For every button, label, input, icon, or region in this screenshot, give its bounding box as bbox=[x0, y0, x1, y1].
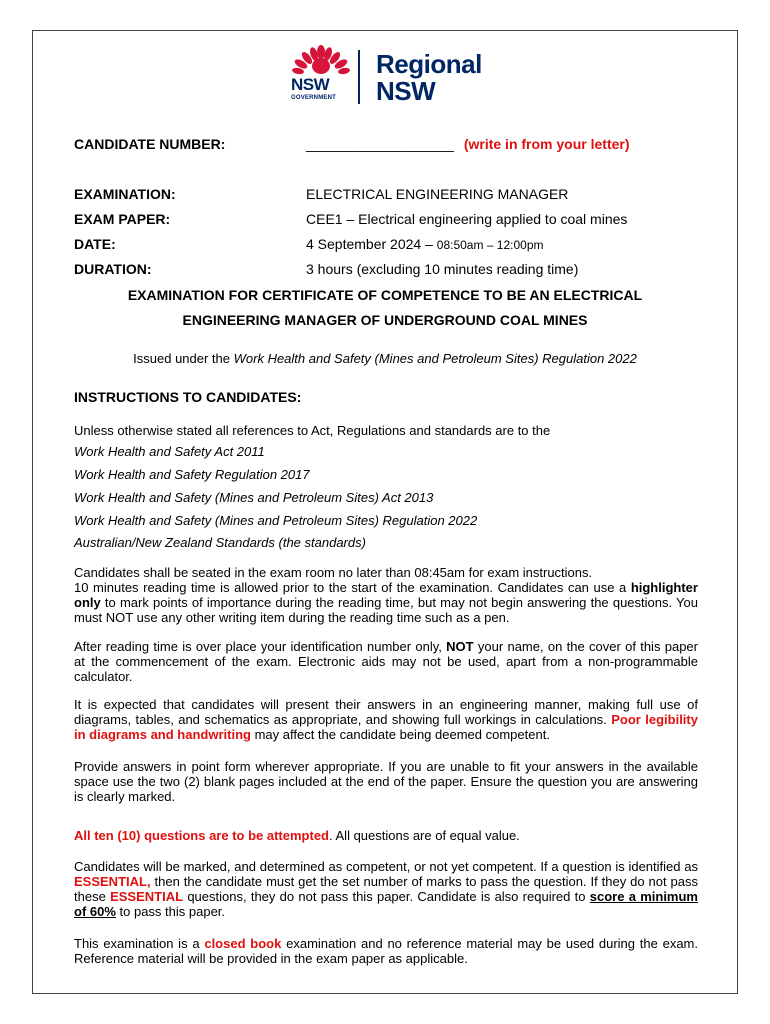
issued-under bbox=[32, 350, 738, 367]
essential-label: ESSENTIAL, bbox=[74, 874, 151, 889]
reference-item: Work Health and Safety Act 2011 bbox=[74, 444, 265, 459]
paragraph-marking-d: to pass this paper. bbox=[115, 904, 226, 919]
date-time: 08:50am – 12:00pm bbox=[436, 238, 544, 252]
not-emphasis: NOT bbox=[446, 639, 474, 654]
duration-label: DURATION: bbox=[74, 261, 152, 277]
paragraph-attempt-all bbox=[74, 828, 698, 843]
attempt-all-warning: All ten (10) questions are to be attempted bbox=[74, 828, 329, 843]
examination-label: EXAMINATION: bbox=[74, 186, 176, 202]
paragraph-marking-a: Candidates will be marked, and determined as competent, or not yet competent. If a question is identified as bbox=[74, 859, 698, 874]
examination-value: ELECTRICAL ENGINEERING MANAGER bbox=[306, 186, 569, 202]
paragraph-reading-time: 10 minutes reading time is allowed prior to the start of the examination. Candidates can use a bbox=[74, 580, 627, 595]
equal-value-text: . All questions are of equal value. bbox=[329, 828, 520, 843]
logo-regional-text: Regional bbox=[376, 49, 482, 79]
logo-nsw-text: NSW bbox=[291, 75, 330, 94]
issued-prefix: Issued under the bbox=[133, 351, 234, 366]
page-border bbox=[32, 30, 738, 994]
reference-item: Work Health and Safety Regulation 2017 bbox=[74, 467, 310, 482]
date-day: 4 September 2024 – bbox=[306, 236, 433, 252]
candidate-number-field bbox=[306, 136, 630, 153]
minimum-score: score a minimum of 60% bbox=[74, 889, 698, 919]
paragraph-identification bbox=[74, 639, 698, 684]
date-value bbox=[306, 236, 544, 254]
waratah-icon bbox=[290, 44, 352, 76]
paragraph-closed-book bbox=[74, 936, 698, 966]
closed-book-label: closed book bbox=[204, 936, 282, 951]
paragraph-engineering-a: It is expected that candidates will present their answers in an engineering manner, making full use of diagrams, tables, and schematics as appropriate, and showing full workings in calculations. bbox=[74, 697, 698, 727]
candidate-number-blank: ___________________ bbox=[306, 136, 454, 152]
date-label: DATE: bbox=[74, 236, 116, 252]
highlighter-only: highlighter only bbox=[74, 580, 698, 610]
reference-item: Work Health and Safety (Mines and Petroleum Sites) Regulation 2022 bbox=[74, 513, 478, 528]
exam-title-line-1: EXAMINATION FOR CERTIFICATE OF COMPETENCE TO BE AN ELECTRICAL bbox=[127, 287, 643, 303]
paragraph-closed-book-b: examination and no reference material may be used during the exam. Reference material will be provided in the exam paper as applicable. bbox=[74, 936, 698, 966]
reference-item: Work Health and Safety (Mines and Petroleum Sites) Act 2013 bbox=[74, 490, 434, 505]
regional-nsw-logo bbox=[288, 44, 488, 106]
reference-item: Australian/New Zealand Standards (the standards) bbox=[74, 535, 366, 550]
exam-paper-value: CEE1 – Electrical engineering applied to coal mines bbox=[306, 211, 628, 227]
paragraph-engineering-b: may affect the candidate being deemed competent. bbox=[250, 727, 550, 742]
logo-divider bbox=[358, 50, 360, 104]
logo-government-text: GOVERNMENT bbox=[291, 95, 337, 101]
exam-title-line-2: ENGINEERING MANAGER OF UNDERGROUND COAL MINES bbox=[182, 312, 588, 328]
paragraph-point-form: Provide answers in point form wherever appropriate. If you are unable to fit your answers in the available space use the two (2) blank pages included at the end of the paper. Ensure the question you are answering is clearly marked. bbox=[74, 759, 698, 804]
paragraph-marking-c: questions, they do not pass this paper. Candidate is also required to bbox=[183, 889, 590, 904]
instructions-heading: INSTRUCTIONS TO CANDIDATES: bbox=[74, 389, 302, 405]
paragraph-seating bbox=[74, 565, 698, 625]
poor-legibility-warning: Poor legibility in diagrams and handwriting bbox=[74, 712, 698, 742]
paragraph-engineering-manner bbox=[74, 697, 698, 742]
paragraph-marking-b: then the candidate must get the set number of marks to pass the question. If they do not pass these bbox=[74, 874, 698, 904]
duration-value: 3 hours (excluding 10 minutes reading time) bbox=[306, 261, 579, 277]
logo-region-nsw-text: NSW bbox=[376, 76, 436, 106]
paragraph-identification-a: After reading time is over place your identification number only, bbox=[74, 639, 447, 654]
paragraph-reading-time-rest: to mark points of importance during the reading time, but may not begin answering the questions. You must NOT use any other writing item during the reading time such as a pen. bbox=[74, 595, 698, 625]
issued-regulation: Work Health and Safety (Mines and Petroleum Sites) Regulation 2022 bbox=[233, 351, 637, 366]
paragraph-identification-b: your name, on the cover of this paper at the commencement of the exam. Electronic aids may not be used, apart from a non-programmable calculator. bbox=[74, 639, 698, 684]
essential-label: ESSENTIAL bbox=[110, 889, 184, 904]
instructions-intro: Unless otherwise stated all references to Act, Regulations and standards are to the bbox=[74, 423, 551, 438]
paragraph-closed-book-a: This examination is a bbox=[74, 936, 205, 951]
exam-paper-label: EXAM PAPER: bbox=[74, 211, 171, 227]
candidate-number-note: (write in from your letter) bbox=[463, 136, 630, 152]
paragraph-seating-line1: Candidates shall be seated in the exam room no later than 08:45am for exam instructions. bbox=[74, 565, 593, 580]
paragraph-marking bbox=[74, 859, 698, 919]
candidate-number-label: CANDIDATE NUMBER: bbox=[74, 136, 226, 152]
